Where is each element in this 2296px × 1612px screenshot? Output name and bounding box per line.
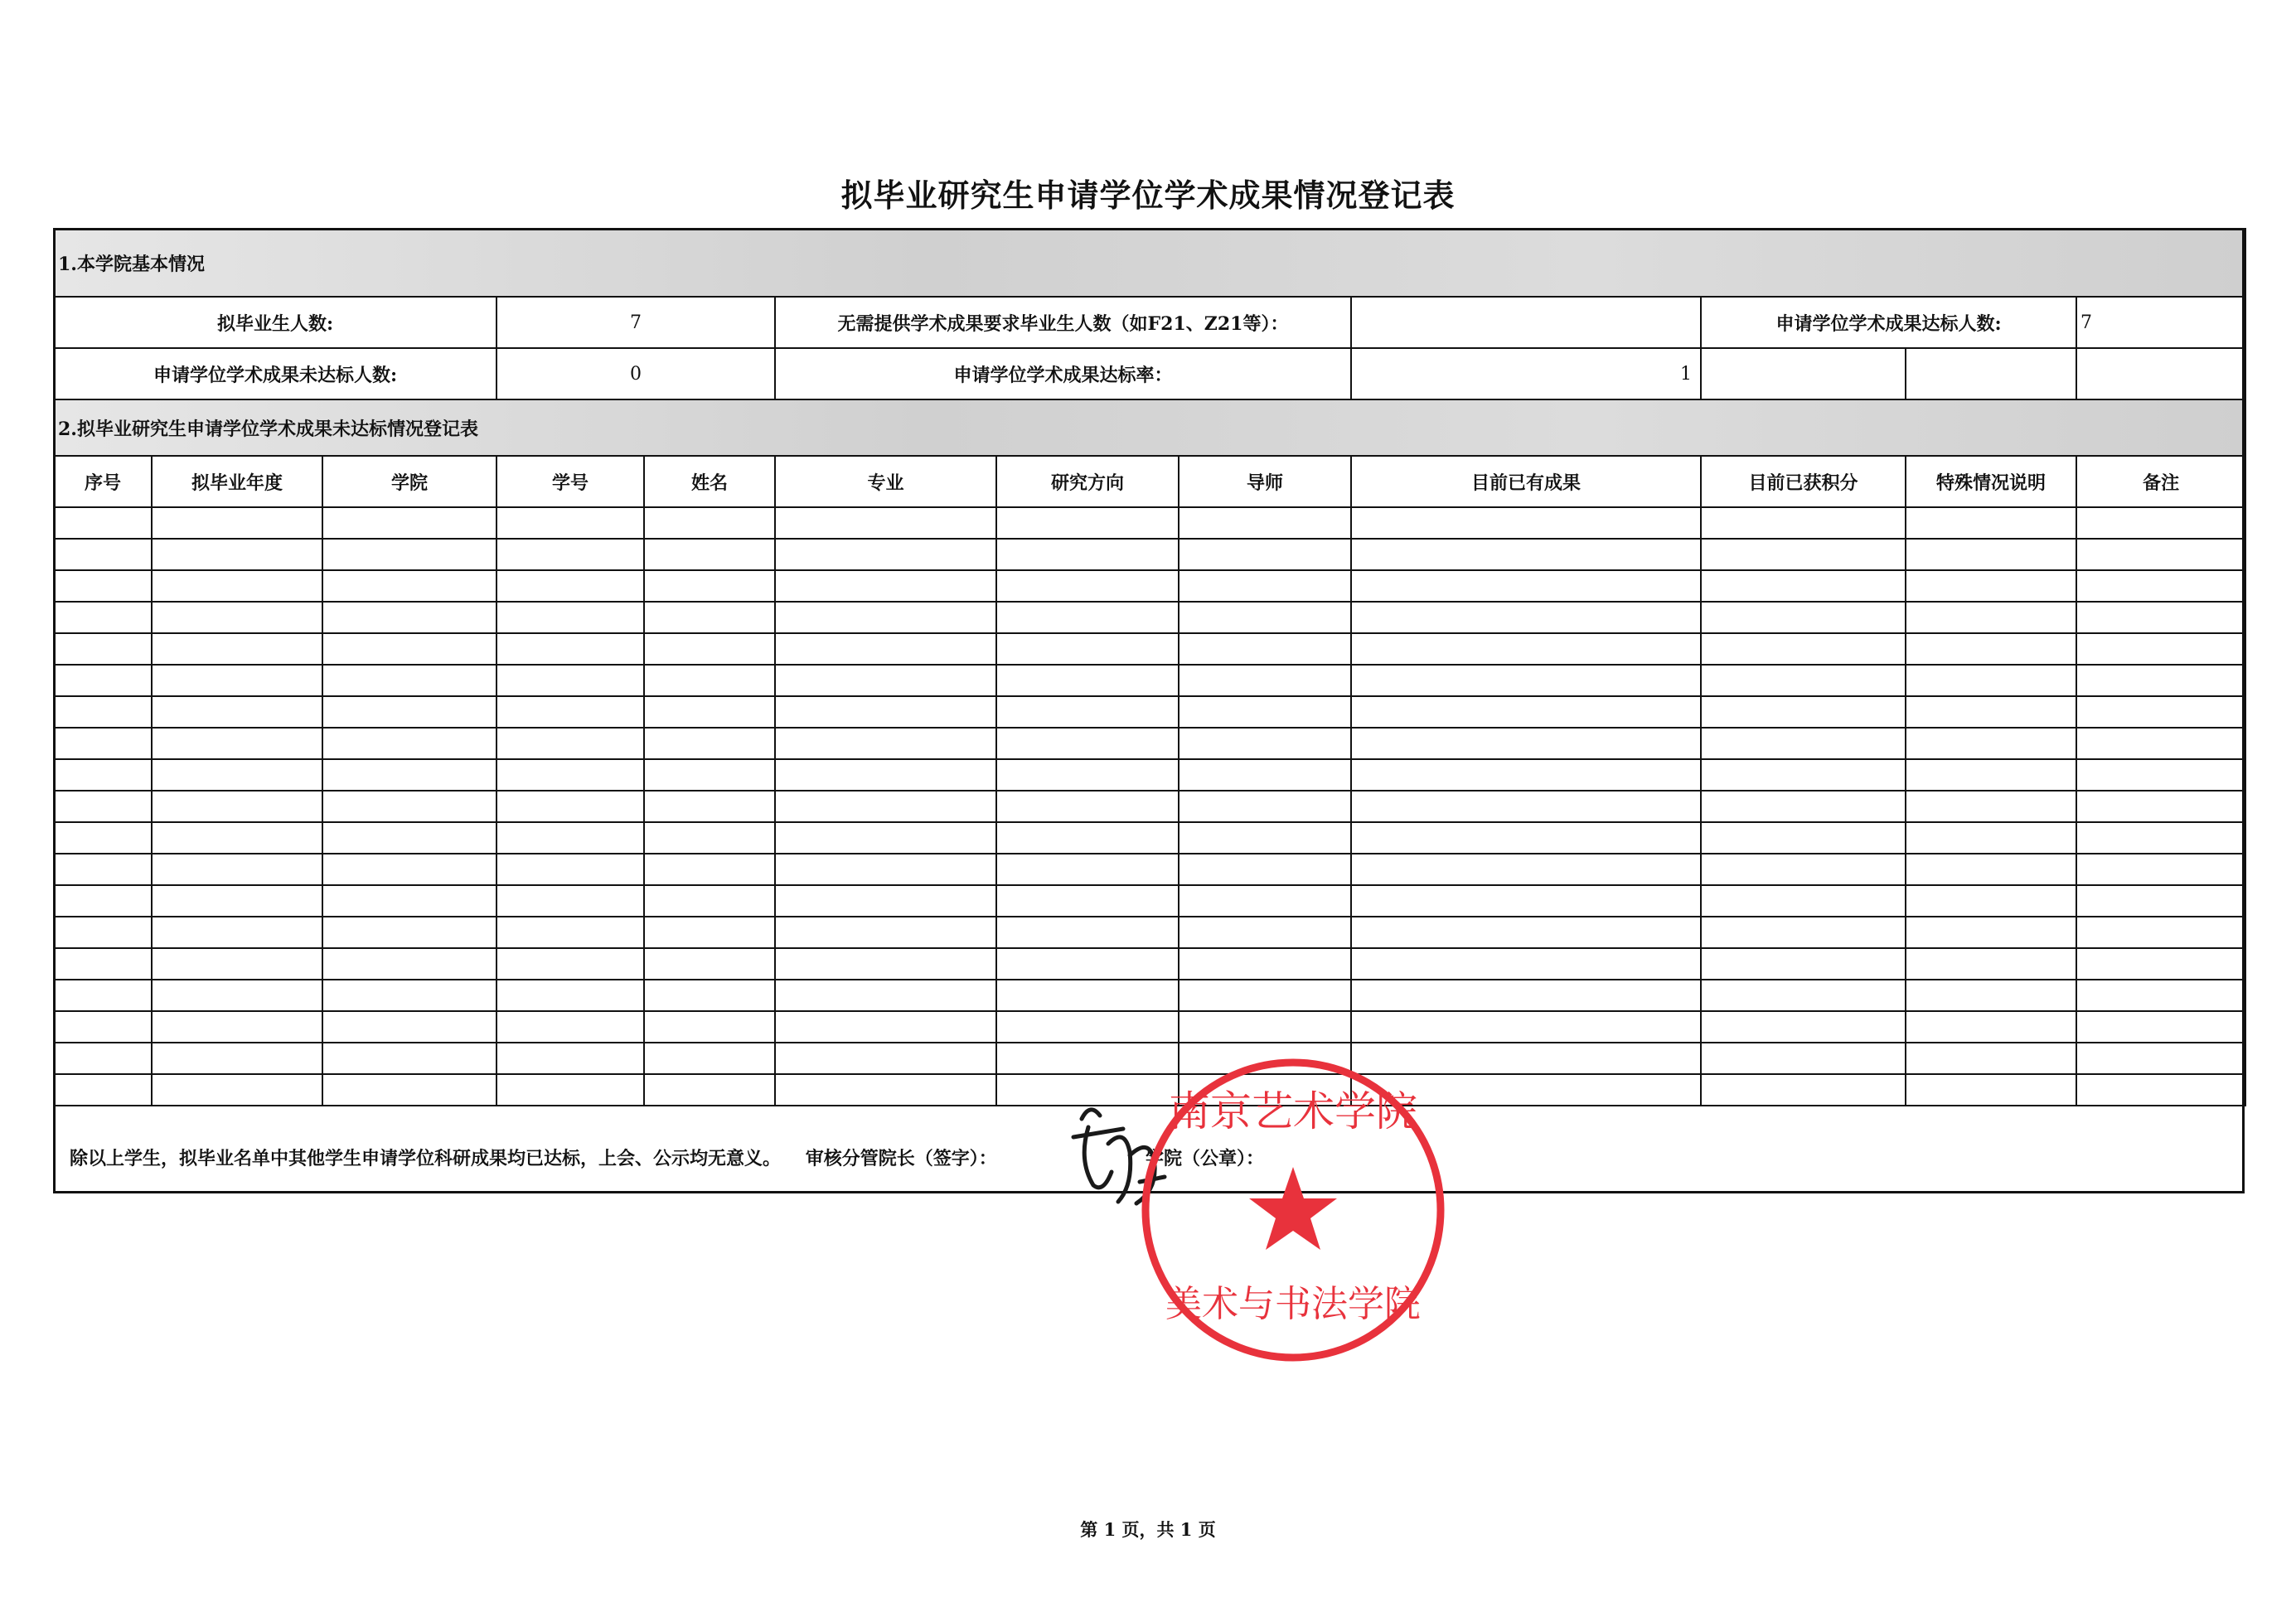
document-title: 拟毕业研究生申请学位学术成果情况登记表: [840, 177, 1456, 214]
col-header-current-points: 目前已获积分: [1701, 456, 1906, 507]
col-header-research-direction: 研究方向: [996, 456, 1179, 507]
official-seal: [1136, 1053, 1451, 1368]
footer-statement: 除以上学生，拟毕业名单中其他学生申请学位科研成果均已达标，上会、公示均无意义。: [70, 1148, 782, 1169]
seal-university-name: 南京艺术学院: [1169, 1087, 1417, 1135]
col-header-remarks: 备注: [2076, 456, 2245, 507]
unqualified-label: 申请学位学术成果未达标人数:: [54, 348, 496, 399]
section-2-heading: 2.拟毕业研究生申请学位学术成果未达标情况登记表: [54, 399, 2245, 456]
col-header-current-results: 目前已有成果: [1351, 456, 1701, 507]
col-header-advisor: 导师: [1179, 456, 1351, 507]
graduates-value: 7: [496, 297, 775, 348]
page-number: 第 1 页，共 1 页: [1080, 1519, 1216, 1540]
qualified-label: 申请学位学术成果达标人数:: [1701, 297, 2076, 348]
section-1-heading: 1.本学院基本情况: [54, 229, 2245, 297]
col-header-special-notes: 特殊情况说明: [1906, 456, 2076, 507]
exempt-label: 无需提供学术成果要求毕业生人数（如F21、Z21等）：: [775, 297, 1351, 348]
col-header-grad-year: 拟毕业年度: [152, 456, 322, 507]
col-header-college: 学院: [322, 456, 496, 507]
seal-star-icon: [1249, 1167, 1337, 1250]
graduates-label: 拟毕业生人数:: [54, 297, 496, 348]
rate-value: 1: [1351, 348, 1701, 399]
rate-label: 申请学位学术成果达标率：: [775, 348, 1351, 399]
reviewer-signature-label: 审核分管院长（签字）：: [805, 1148, 997, 1169]
col-header-index: 序号: [54, 456, 152, 507]
unqualified-value: 0: [496, 348, 775, 399]
seal-college-name: 美术与书法学院: [1165, 1283, 1421, 1325]
col-header-name: 姓名: [644, 456, 775, 507]
col-header-student-id: 学号: [496, 456, 644, 507]
table-frame: [53, 228, 2245, 1193]
col-header-major: 专业: [775, 456, 996, 507]
college-seal-label: 学院（公章）：: [1146, 1148, 1265, 1169]
qualified-value: 7: [2076, 297, 2245, 348]
